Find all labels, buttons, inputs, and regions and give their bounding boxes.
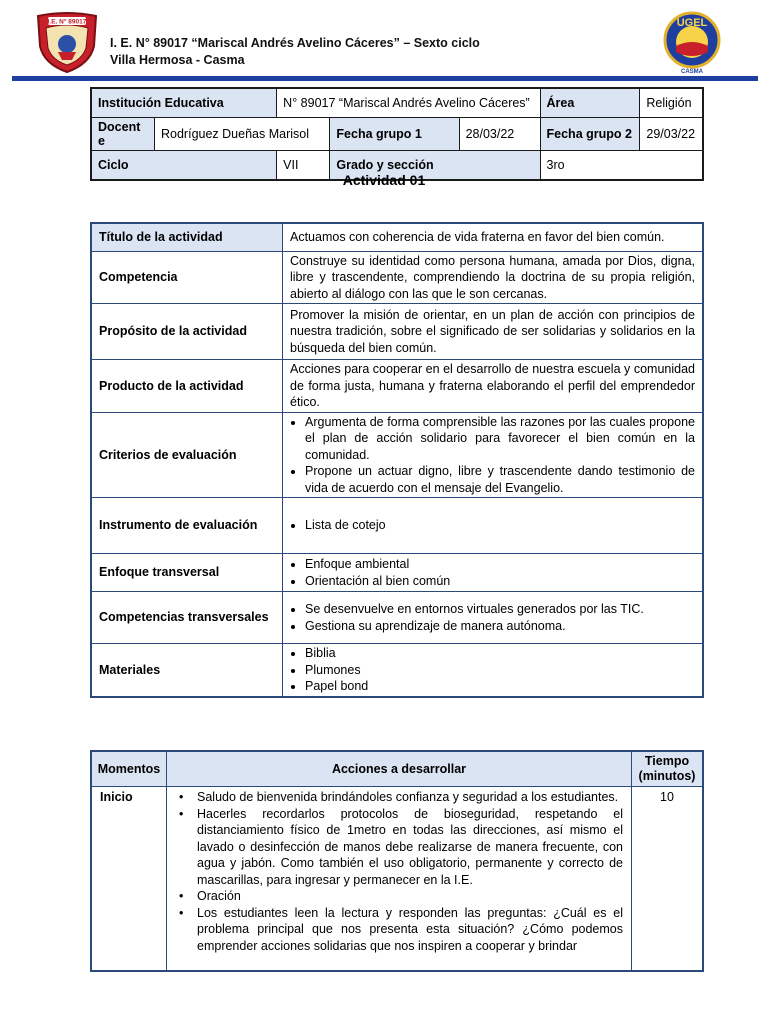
enfoque-item: • Orientación al bien común bbox=[305, 573, 695, 590]
ugel-sublabel: CASMA bbox=[681, 69, 703, 74]
info-table bbox=[90, 87, 704, 181]
comp-trans-item: • Gestiona su aprendizaje de manera autónoma. bbox=[305, 618, 695, 635]
col-momentos: Momentos bbox=[91, 751, 167, 787]
comp-trans-item: • Se desenvuelve en entornos virtuales generados por las TIC. bbox=[305, 601, 695, 618]
titulo-value: Actuamos con coherencia de vida fraterna en favor del bien común. bbox=[283, 223, 704, 251]
instrumento-list bbox=[283, 498, 704, 554]
materiales-label: Materiales bbox=[91, 644, 283, 697]
activity-title: Actividad 01 bbox=[342, 172, 426, 188]
institucion-label: Institución Educativa bbox=[91, 88, 277, 118]
criterio-item: • Argumenta de forma comprensible las razones por las cuales propone el plan de acción solidario para favorecer el bien común en la comunidad. bbox=[305, 414, 695, 464]
activity-table bbox=[90, 222, 704, 698]
instrumento-item: • Lista de cotejo bbox=[305, 517, 695, 534]
criterio-item: • Propone un actuar digno, libre y trascendente dando testimonio de vida de acuerdo con el mensaje del Evangelio. bbox=[305, 463, 695, 496]
inicio-tiempo: 10 bbox=[632, 787, 704, 971]
fecha1-value: 28/03/22 bbox=[459, 118, 540, 151]
col-tiempo: Tiempo (minutos) bbox=[632, 751, 704, 787]
competencia-label: Competencia bbox=[91, 251, 283, 304]
ciclo-label: Ciclo bbox=[91, 151, 277, 181]
action-item: • Saludo de bienvenida brindándoles confianza y seguridad a los estudiantes. bbox=[197, 789, 623, 806]
school-header bbox=[110, 35, 480, 69]
institucion-value: N° 89017 “Mariscal Andrés Avelino Cáceres” bbox=[277, 88, 540, 118]
crest-label: I.E. N° 89017 bbox=[47, 18, 87, 26]
header-divider bbox=[12, 76, 758, 81]
fecha1-label: Fecha grupo 1 bbox=[330, 118, 459, 151]
action-item: • Los estudiantes leen la lectura y responden las preguntas: ¿Cuál es el problema principal que nos presenta esta situación? ¿Cómo podemos emprender acciones solidarias que nos inspiren a cooperar y brindar bbox=[197, 905, 623, 955]
grado-value: 3ro bbox=[540, 151, 703, 181]
moments-table bbox=[90, 750, 704, 972]
inicio-actions bbox=[167, 787, 632, 971]
docente-value: Rodríguez Dueñas Marisol bbox=[155, 118, 330, 151]
criterios-list bbox=[283, 412, 704, 498]
enfoque-list bbox=[283, 554, 704, 592]
school-name: I. E. N° 89017 “Mariscal Andrés Avelino Cáceres” – Sexto ciclo bbox=[110, 36, 480, 50]
producto-label: Producto de la actividad bbox=[91, 360, 283, 413]
inicio-label: Inicio bbox=[91, 787, 167, 971]
docente-label: Docent e bbox=[91, 118, 155, 151]
proposito-label: Propósito de la actividad bbox=[91, 304, 283, 360]
producto-value: Acciones para cooperar en el desarrollo de nuestra escuela y comunidad de forma justa, humana y fraterna elaborando el perfil del emprendedor ético. bbox=[283, 360, 704, 413]
school-crest-logo bbox=[34, 12, 100, 74]
material-item: • Biblia bbox=[305, 645, 695, 662]
competencia-value: Construye su identidad como persona humana, amada por Dios, digna, libre y trascendente, comprendiendo la doctrina de su propia religión, abierto al diálogo con las que le son cercanas. bbox=[283, 251, 704, 304]
comp-trans-list bbox=[283, 592, 704, 644]
comp-trans-label: Competencias transversales bbox=[91, 592, 283, 644]
proposito-value: Promover la misión de orientar, en un plan de acción con principios de nuestra tradición, sobre el significado de ser solidarias y solidarios en la búsqueda del bien común. bbox=[283, 304, 704, 360]
criterios-label: Criterios de evaluación bbox=[91, 412, 283, 498]
enfoque-item: • Enfoque ambiental bbox=[305, 556, 695, 573]
materiales-list bbox=[283, 644, 704, 697]
school-location: Villa Hermosa - Casma bbox=[110, 53, 245, 67]
action-item: • Hacerles recordarlos protocolos de bioseguridad, respetando el distanciamiento físico de 1metro en todas las direcciones, así mismo el lavado o desinfección de manos debe realizarse de manera frecuente, con agua y jabón. Como también el uso obligatorio, permanente y correcto de mascarillas, para ingresar y permanecer en la I.E. bbox=[197, 806, 623, 889]
area-value: Religión bbox=[640, 88, 703, 118]
titulo-label: Título de la actividad bbox=[91, 223, 283, 251]
material-item: • Papel bond bbox=[305, 678, 695, 695]
grado-label: Grado y sección bbox=[330, 151, 540, 181]
instrumento-label: Instrumento de evaluación bbox=[91, 498, 283, 554]
fecha2-label: Fecha grupo 2 bbox=[540, 118, 640, 151]
action-item: • Oración bbox=[197, 888, 623, 905]
ciclo-value: VII bbox=[277, 151, 330, 181]
col-acciones: Acciones a desarrollar bbox=[167, 751, 632, 787]
area-label: Área bbox=[540, 88, 640, 118]
ugel-label: UGEL bbox=[676, 17, 708, 29]
fecha2-value: 29/03/22 bbox=[640, 118, 703, 151]
material-item: • Plumones bbox=[305, 662, 695, 679]
ugel-logo bbox=[654, 10, 730, 74]
enfoque-label: Enfoque transversal bbox=[91, 554, 283, 592]
